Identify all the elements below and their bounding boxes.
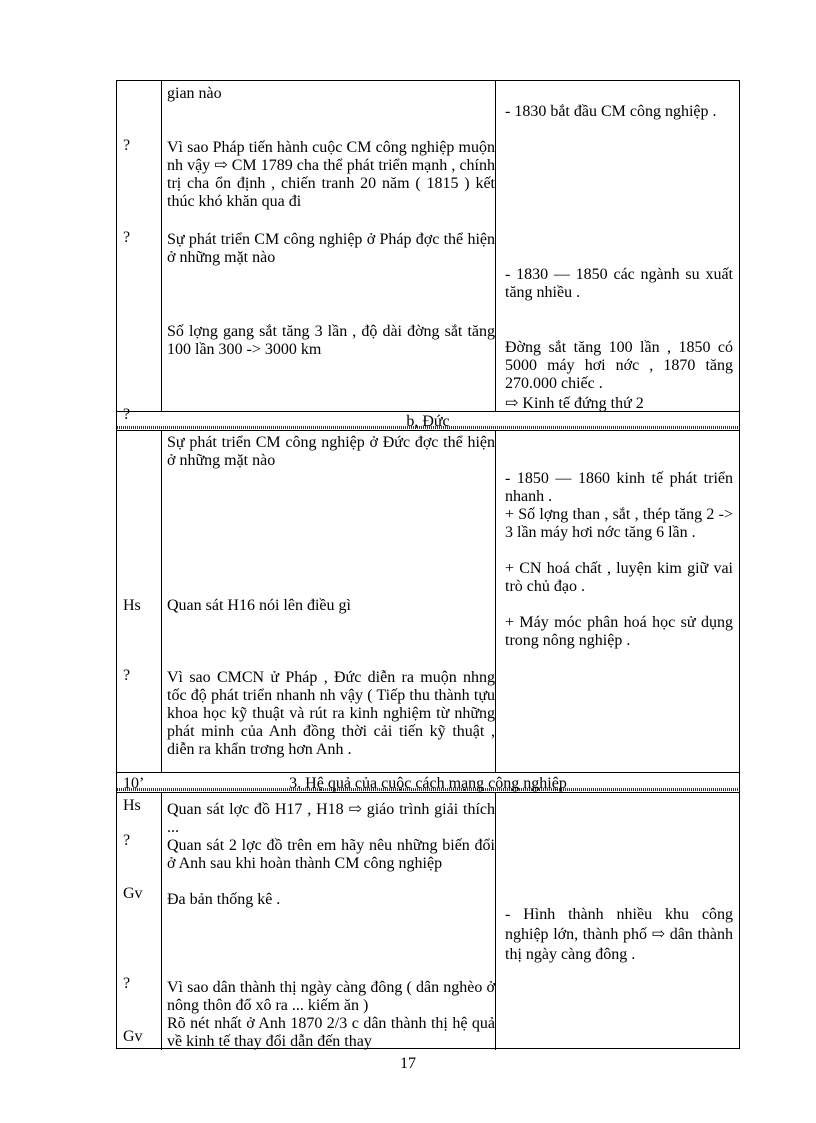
teacher-text: Số lợng gang sắt tăng 3 lần , độ dài đờng sắt tăng 100 lần 300 -> 3000 km <box>167 323 495 358</box>
teacher-text: Vì sao dân thành thị ngày càng đông ( dân nghèo ở nông thôn đổ xô ra ... kiếm ăn ) <box>167 979 495 1014</box>
student-marker: Hs <box>123 797 141 814</box>
teacher-text: Rõ nét nhất ở Anh 1870 2/3 c dân thành thị hệ quả về kinh tế thay đổi dẫn đến thay <box>167 1015 495 1050</box>
section-heading-germany: b, Đức <box>406 413 450 430</box>
teacher-text: Đa bản thống kê . <box>167 891 281 908</box>
teacher-text: Quan sát H16 nói lên điều gì <box>167 597 351 614</box>
teacher-text: Vì sao CMCN ử Pháp , Đức diễn ra muộn nhng tốc độ phát triển nhanh nh vậy ( Tiếp thu thành tựu khoa học kỹ thuật và rút ra kinh nghiệm từ những phát minh của Anh đồng thời cải tiến kỹ thuật , diễn ra khẩn trơng hơn Anh . <box>167 669 495 758</box>
answer-text: - Hình thành nhiều khu công nghiệp lớn, thành phố ⇨ dân thành thị ngày càng đông . <box>505 906 733 963</box>
question-marker: ? <box>123 667 131 684</box>
teacher-text: Quan sát lợc đồ H17 , H18 ⇨ giáo trình giải thích ... <box>167 801 495 836</box>
question-marker: ? <box>123 137 131 154</box>
time-marker: 10’ <box>123 775 145 792</box>
page-number: 17 <box>400 1055 416 1072</box>
teacher-text: Quan sát 2 lợc đồ trên em hãy nêu những biến đổi ở Anh sau khi hoàn thành CM công nghiệp <box>167 837 495 872</box>
column-divider-1 <box>161 792 162 1050</box>
teacher-text: Sự phát triển CM công nghiệp ở Pháp đợc thể hiện ở những mặt nào <box>167 231 495 266</box>
answer-text: - 1850 — 1860 kinh tế phát triển nhanh . <box>505 470 733 505</box>
teacher-marker: Gv <box>123 885 143 902</box>
question-marker: ? <box>123 975 131 992</box>
lesson-table <box>116 80 740 1049</box>
student-marker: Hs <box>123 597 141 614</box>
teacher-text: Sự phát triển CM công nghiệp ở Đức đợc thể hiện ở những mặt nào <box>167 434 495 469</box>
answer-text: + Máy móc phân hoá học sử dụng trong nông nghiệp . <box>505 614 733 649</box>
section-heading-consequences: 3. Hệ quả của cuộc cách mạng công nghiệp <box>289 775 567 792</box>
row-divider <box>117 772 739 773</box>
column-divider-2 <box>495 792 496 1050</box>
answer-text: + Số lợng than , sắt , thép tăng 2 -> 3 lần máy hơi nớc tăng 6 lần . <box>505 506 733 541</box>
question-marker: ? <box>123 229 131 246</box>
question-marker: ? <box>123 832 131 849</box>
answer-text: ⇨ Kinh tế đứng thứ 2 <box>505 395 644 412</box>
column-divider-1 <box>161 430 162 772</box>
answer-text: - 1830 — 1850 các ngành su xuất tăng nhiều . <box>505 266 733 301</box>
column-divider-1 <box>161 81 162 411</box>
teacher-text: gian nào <box>167 85 222 102</box>
answer-text: - 1830 bắt đầu CM công nghiệp . <box>505 103 717 120</box>
answer-text: Đờng sắt tăng 100 lần , 1850 có 5000 máy hơi nớc , 1870 tăng 270.000 chiếc . <box>505 339 733 392</box>
teacher-marker: Gv <box>123 1028 143 1045</box>
teacher-text: Vì sao Pháp tiến hành cuộc CM công nghiệp muộn nh vậy ⇨ CM 1789 cha thể phát triển mạnh , chính trị cha ổn định , chiến tranh 20 năm ( 1815 ) kết thúc khó khăn qua đi <box>167 139 495 210</box>
column-divider-2 <box>495 81 496 411</box>
column-divider-2 <box>495 430 496 772</box>
question-marker: ? <box>123 406 131 423</box>
answer-text: + CN hoá chất , luyện kim giữ vai trò chủ đạo . <box>505 560 733 595</box>
